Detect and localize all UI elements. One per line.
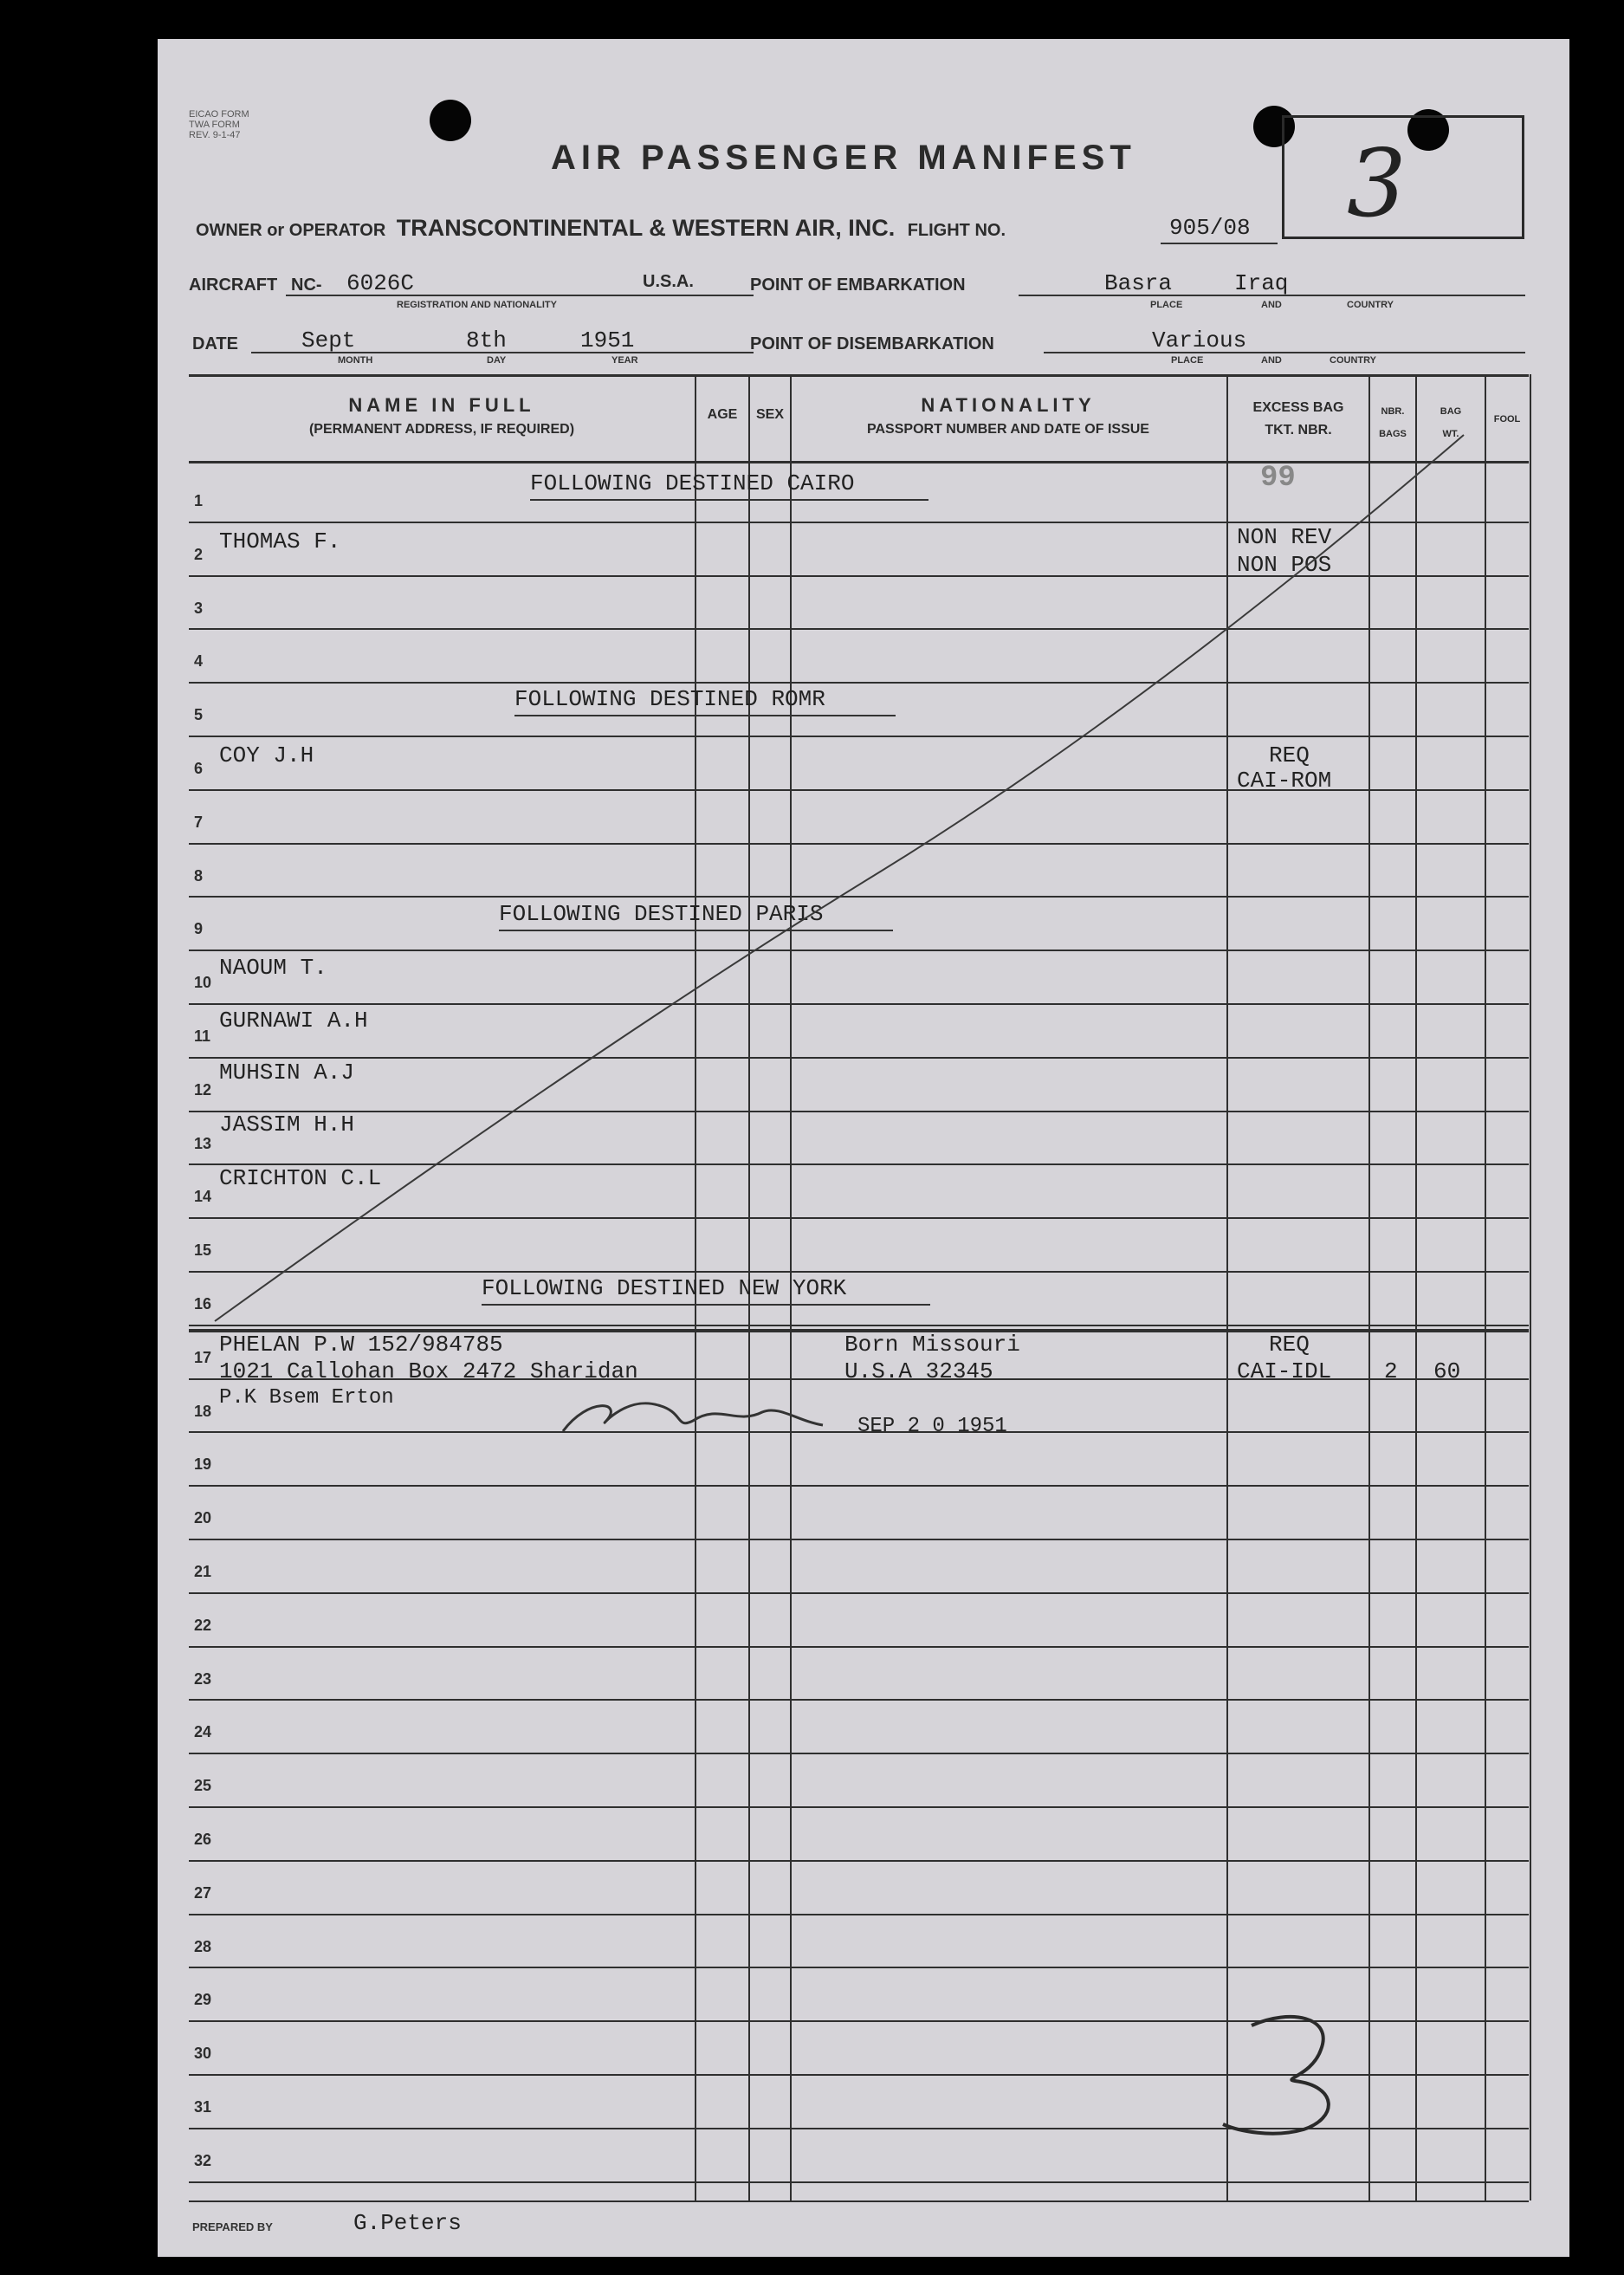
country-caption: COUNTRY	[1330, 355, 1376, 366]
destination-heading-rome: FOLLOWING DESTINED ROMR	[514, 686, 825, 712]
prepared-by-name: G.Peters	[353, 2210, 462, 2236]
passenger-name-row12: MUHSIN A.J	[219, 1060, 355, 1086]
row-number: 19	[194, 1455, 212, 1473]
row-number: 5	[194, 706, 204, 723]
excess-ticket-99: 99	[1260, 462, 1296, 495]
column-header-excess-line2: TKT. NBR.	[1265, 423, 1332, 438]
registration-caption: REGISTRATION AND NATIONALITY	[397, 300, 557, 310]
row-number: 24	[194, 1723, 212, 1740]
column-header-nationality-label: NATIONALITY	[921, 394, 1096, 416]
day-caption: DAY	[487, 355, 507, 366]
prepared-by-label: PREPARED BY	[192, 2220, 273, 2233]
row-number: 9	[194, 920, 204, 937]
place-caption: PLACE	[1150, 300, 1183, 310]
form-id-line: REV. 9-1-47	[189, 130, 241, 140]
owner-label: OWNER or OPERATOR	[196, 221, 386, 240]
row-number: 31	[194, 2098, 212, 2116]
row-number: 8	[194, 867, 204, 885]
row-number: 26	[194, 1831, 212, 1848]
flight-label: FLIGHT NO.	[907, 221, 1006, 240]
date-stamp: SEP 2 0 1951	[857, 1415, 1007, 1438]
bag-weight: 60	[1433, 1358, 1461, 1384]
row-number: 23	[194, 1670, 212, 1688]
number-of-bags: 2	[1384, 1358, 1398, 1384]
row-number: 21	[194, 1563, 212, 1580]
date-day: 8th	[466, 327, 507, 353]
month-caption: MONTH	[338, 355, 373, 366]
row-number: 32	[194, 2152, 212, 2169]
column-header-bag-line1: BAG	[1440, 406, 1462, 417]
ticket-status-nonpos: NON POS	[1237, 552, 1332, 578]
place-caption: PLACE	[1171, 355, 1204, 366]
passenger-address-row18: P.K Bsem Erton	[219, 1386, 394, 1410]
country-caption: COUNTRY	[1347, 300, 1394, 310]
ticket-req: REQ	[1269, 1332, 1310, 1358]
passenger-name-row2: THOMAS F.	[219, 528, 341, 554]
passenger-name-row17: PHELAN P.W 152/984785	[219, 1332, 503, 1358]
signature-mark	[563, 1403, 823, 1431]
aircraft-label: AIRCRAFT	[189, 275, 278, 295]
ticket-req: REQ	[1269, 742, 1310, 768]
flight-number: 905/08	[1169, 215, 1251, 241]
handwritten-number-three	[1223, 2017, 1329, 2134]
column-header-nationality-sub: PASSPORT NUMBER AND DATE OF ISSUE	[867, 422, 1149, 437]
row-number: 29	[194, 1991, 212, 2008]
row-number: 11	[194, 1027, 211, 1045]
row-number: 27	[194, 1884, 212, 1902]
form-id-line: EICAO FORM	[189, 109, 249, 120]
disembark-label: POINT OF DISEMBARKATION	[750, 334, 994, 353]
ticket-route-cai-idl: CAI-IDL	[1237, 1358, 1332, 1384]
row-number: 12	[194, 1081, 212, 1099]
page-number: 3	[1347, 130, 1407, 238]
passenger-name-row6: COY J.H	[219, 742, 314, 768]
passenger-name-row13: JASSIM H.H	[219, 1112, 355, 1138]
ticket-status-nonrev: NON REV	[1237, 524, 1332, 550]
passport-number: U.S.A 32345	[844, 1358, 993, 1384]
row-number: 14	[194, 1188, 212, 1205]
row-number: 4	[194, 652, 204, 670]
date-year: 1951	[580, 327, 635, 353]
column-header-sex: SEX	[755, 407, 784, 422]
row-number: 10	[194, 974, 212, 991]
row-number: 16	[194, 1295, 212, 1312]
embark-place: Basra	[1104, 270, 1173, 296]
passenger-name-row11: GURNAWI A.H	[219, 1008, 368, 1034]
aircraft-registration: 6026C	[346, 270, 415, 296]
row-number: 25	[194, 1777, 212, 1794]
aircraft-prefix: NC-	[291, 275, 322, 295]
ticket-route-cai-rom: CAI-ROM	[1237, 768, 1332, 794]
column-header-age: AGE	[707, 407, 738, 422]
date-month: Sept	[301, 327, 356, 353]
destination-heading-cairo: FOLLOWING DESTINED CAIRO	[530, 470, 855, 496]
row-number: 30	[194, 2045, 212, 2062]
row-number: 28	[194, 1938, 212, 1955]
destination-heading-new-york: FOLLOWING DESTINED NEW YORK	[482, 1275, 847, 1301]
owner-name: TRANSCONTINENTAL & WESTERN AIR, INC.	[396, 215, 896, 241]
column-header-excess-line1: EXCESS BAG	[1252, 400, 1344, 415]
column-header-name-sub: (PERMANENT ADDRESS, IF REQUIRED)	[308, 422, 575, 437]
passport-born: Born Missouri	[844, 1332, 1020, 1358]
year-caption: YEAR	[611, 355, 638, 366]
embark-country: Iraq	[1234, 270, 1289, 296]
column-header-bag-line2: WT.	[1442, 429, 1459, 439]
column-header-fool: FOOL	[1493, 414, 1521, 425]
passenger-name-row10: NAOUM T.	[219, 955, 327, 981]
and-caption: AND	[1261, 355, 1282, 366]
column-header-name-label: NAME IN FULL	[348, 394, 535, 416]
form-id-line: TWA FORM	[189, 120, 240, 130]
row-number: 6	[194, 760, 204, 777]
row-number: 3	[194, 600, 204, 617]
row-number: 17	[194, 1349, 212, 1366]
row-number: 15	[194, 1241, 212, 1259]
row-number: 20	[194, 1509, 212, 1526]
row-number: 22	[194, 1617, 212, 1634]
passenger-name-row14: CRICHTON C.L	[219, 1165, 382, 1191]
date-label: DATE	[192, 334, 238, 353]
embark-label: POINT OF EMBARKATION	[750, 275, 966, 295]
diagonal-cancel-line	[215, 435, 1464, 1321]
column-header-nbr-line2: BAGS	[1379, 429, 1407, 439]
aircraft-nationality: U.S.A.	[643, 272, 694, 291]
and-caption: AND	[1261, 300, 1282, 310]
column-header-nbr-line1: NBR.	[1381, 406, 1405, 417]
page-title: AIR PASSENGER MANIFEST	[551, 139, 1136, 177]
row-number: 18	[194, 1403, 212, 1420]
disembark-place: Various	[1152, 327, 1247, 353]
row-number: 7	[194, 813, 204, 831]
row-number: 1	[194, 492, 204, 509]
row-number: 13	[194, 1135, 212, 1152]
destination-heading-paris: FOLLOWING DESTINED PARIS	[499, 901, 824, 927]
passenger-address-row17: 1021 Callohan Box 2472 Sharidan	[219, 1358, 638, 1384]
row-number: 2	[194, 546, 204, 563]
